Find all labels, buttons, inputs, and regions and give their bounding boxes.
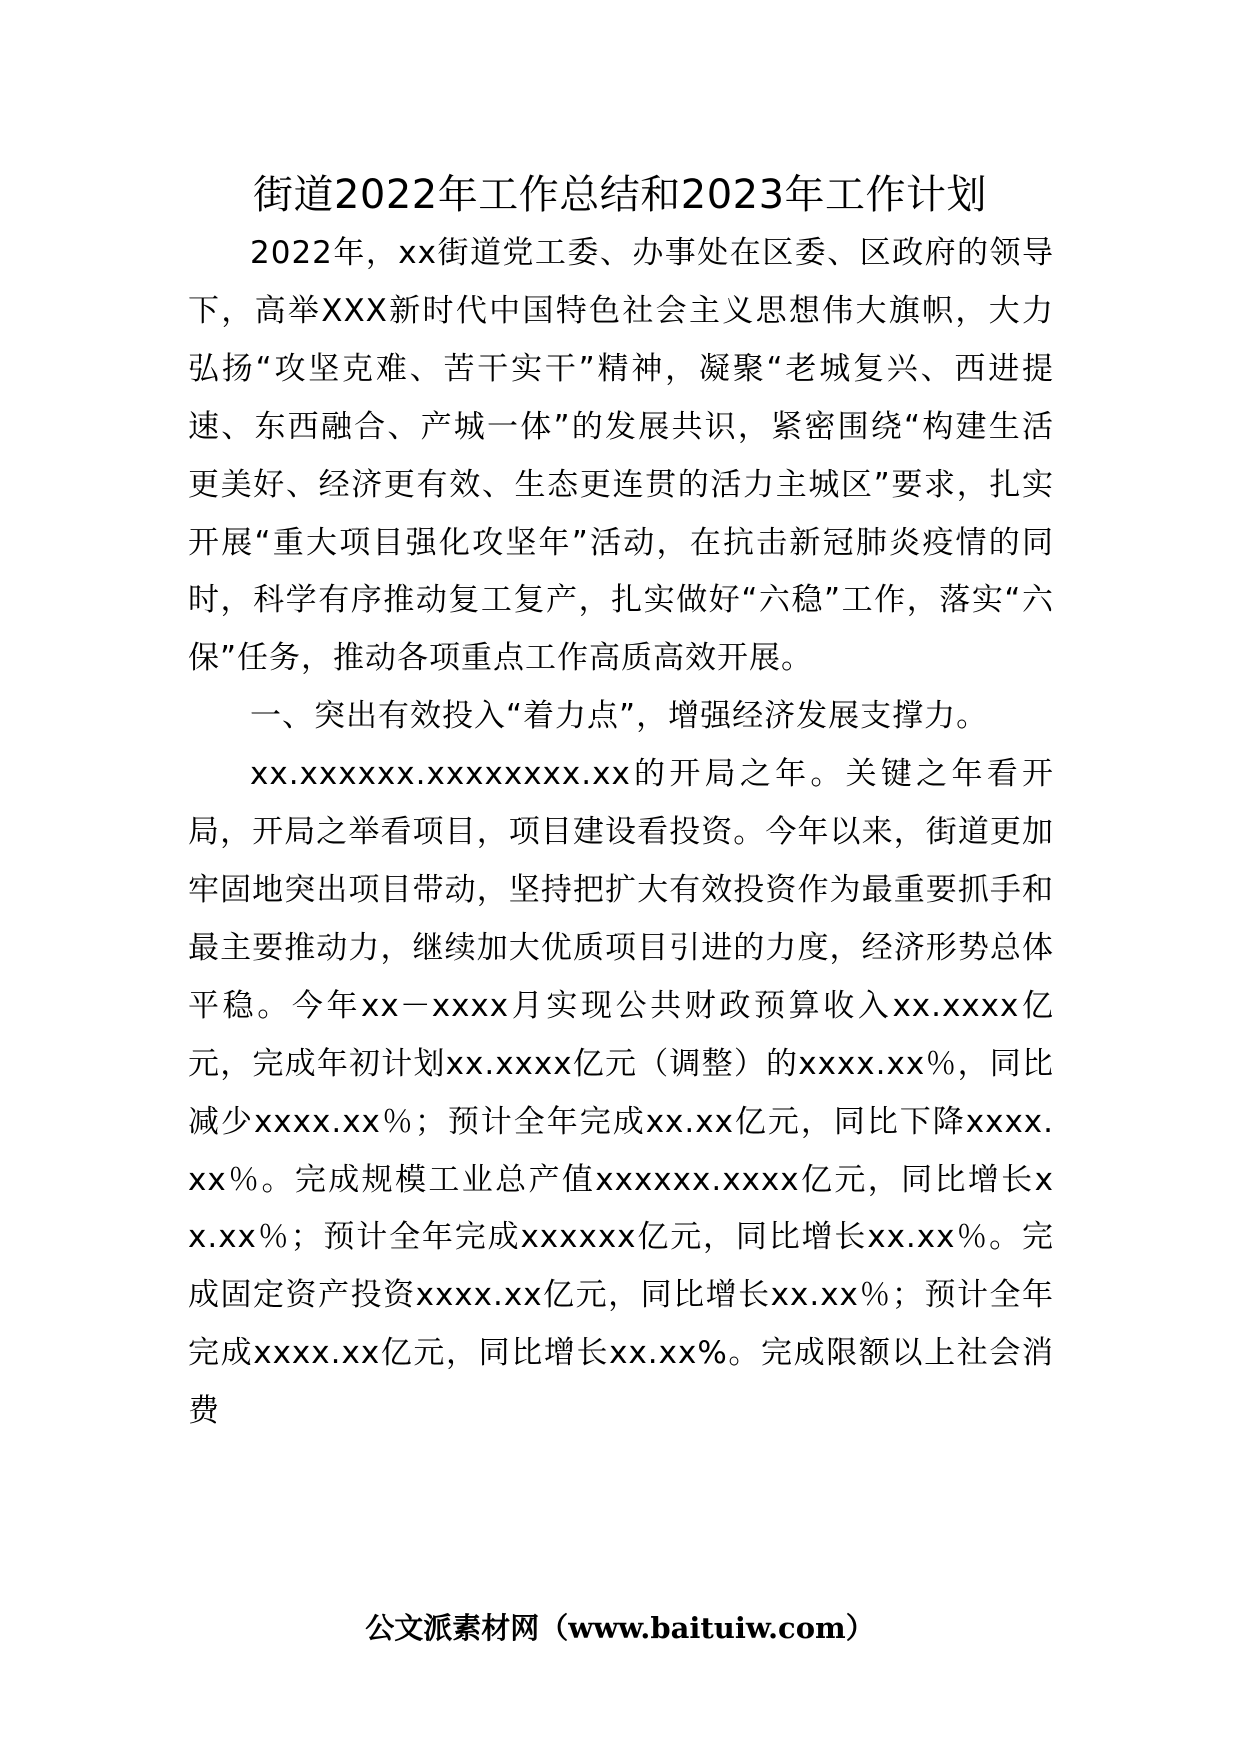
paragraph-investment: xx.xxxxxx.xxxxxxxx.xx的开局之年。关键之年看开局，开局之举看项目，项目建设看投资。今年以来，街道更加牢固地突出项目带动，坚持把扩大有效投资作为最重要抓手和最主要推动力，继续加大优质项目引进的力度，经济形势总体平稳。今年xx－xxxx月实现公共财政预算收入xx.xxxx亿元，完成年初计划xx.xxxx亿元（调整）的xxxx.xx％，同比减少xxxx.xx％；预计全年完成xx.xx亿元，同比下降xxxx.xx％。完成规模工业总产值xxxxxx.xxxx亿元，同比增长xx.xx％；预计全年完成xxxxxx亿元，同比增长xx.xx％。完成固定资产投资xxxx.xx亿元，同比增长xx.xx％；预计全年完成xxxx.xx亿元，同比增长xx.xx%。完成限额以上社会消费	[188, 756, 1054, 1430]
paragraph-intro: 2022年，xx街道党工委、办事处在区委、区政府的领导下，高举XXX新时代中国特色社会主义思想伟大旗帜，大力弘扬“攻坚克难、苦干实干”精神，凝聚“老城复兴、西进提速、东西融合、产城一体”的发展共识，紧密围绕“构建生活更美好、经济更有效、生态更连贯的活力主城区”要求，扎实开展“重大项目强化攻坚年”活动，在抗击新冠肺炎疫情的同时，科学有序推动复工复产，扎实做好“六稳”工作，落实“六保”任务，推动各项重点工作高质高效开展。	[188, 235, 1054, 677]
document-body	[188, 225, 1054, 1441]
footer-watermark: 公文派素材网（www.baituiw.com）	[365, 1611, 875, 1645]
section-heading-1: 一、突出有效投入“着力点”，增强经济发展支撑力。	[250, 698, 989, 735]
document-title: 街道2022年工作总结和2023年工作计划	[252, 172, 988, 218]
